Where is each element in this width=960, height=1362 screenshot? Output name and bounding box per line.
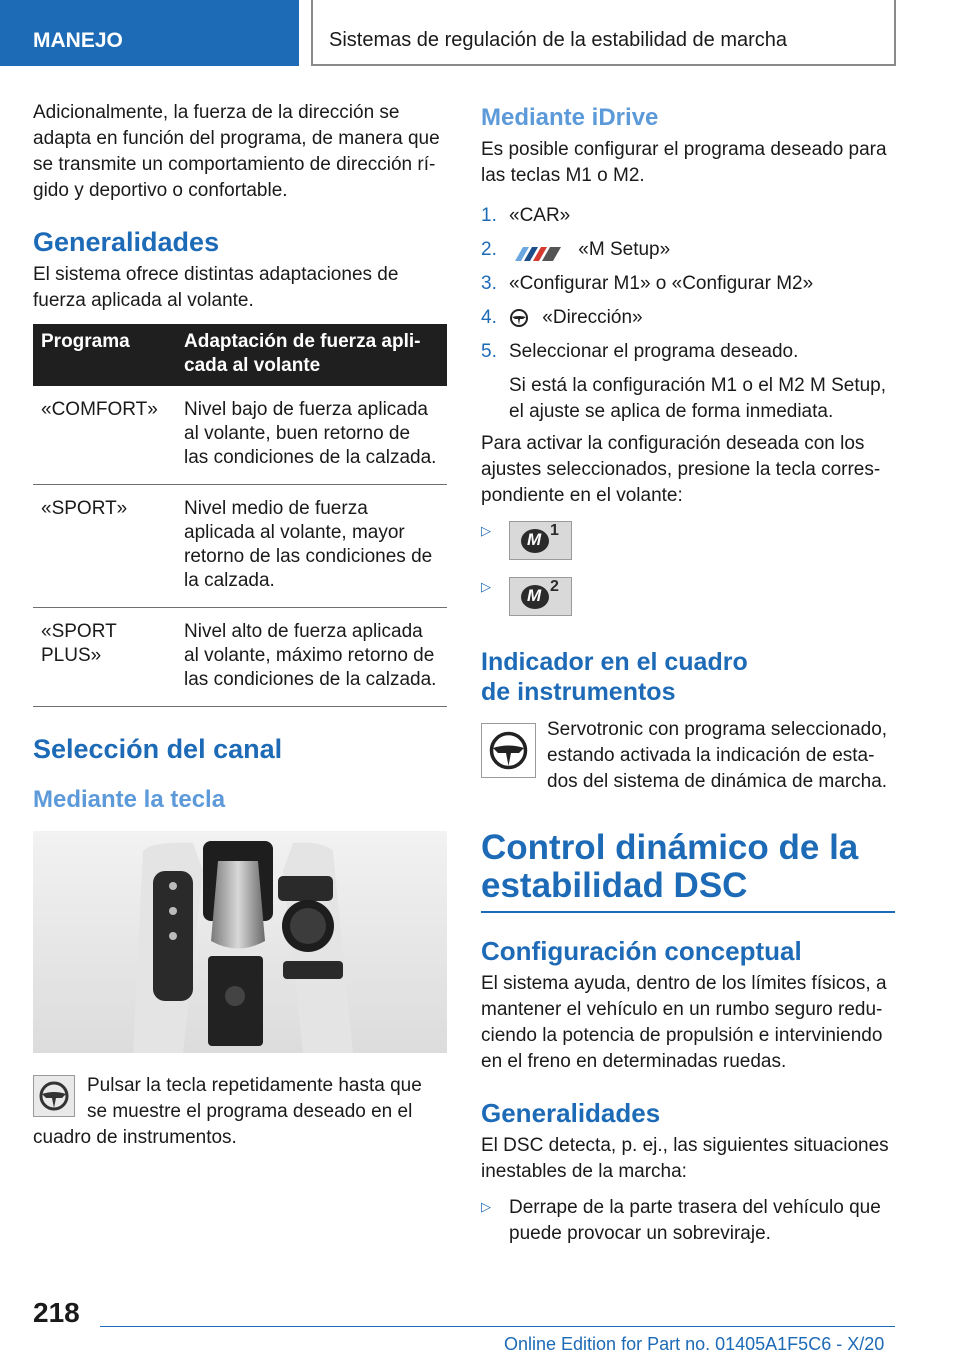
steering-wheel-icon	[33, 1075, 75, 1117]
table-cell-program: «SPORT PLUS»	[33, 608, 176, 707]
step-number: 5.	[481, 341, 497, 362]
step-text: «Configurar M1» o «Configurar M2»	[509, 273, 814, 294]
triangle-bullet-icon: ▷	[481, 579, 491, 594]
footer-divider	[100, 1326, 895, 1327]
table-cell-description: Nivel bajo de fuerza aplicada al volante, buen retorno de las condiciones de la calzada.	[176, 386, 447, 485]
step-number: 1.	[481, 205, 497, 226]
center-console-photo	[33, 831, 447, 1053]
m2-row	[481, 577, 895, 617]
m2-letter: M	[527, 586, 542, 605]
list-item	[481, 203, 895, 229]
step-number: 4.	[481, 307, 497, 328]
table-cell-description: Nivel medio de fuerza aplicada al volante, mayor retorno de las condiciones de la calzada.	[176, 485, 447, 608]
left-column	[33, 100, 447, 1151]
generalidades-2-heading: Generalidades	[481, 1098, 661, 1128]
dsc-heading	[481, 829, 895, 905]
config-heading: Configuración conceptual	[481, 936, 802, 966]
right-column	[481, 100, 895, 1247]
chapter-title: Sistemas de regulación de la estabilidad de marcha	[311, 0, 896, 66]
table-row	[33, 608, 447, 707]
step-text: «Dirección»	[542, 307, 643, 328]
list-item	[481, 339, 895, 425]
idrive-heading: Mediante iDrive	[481, 104, 659, 131]
page-number: 218	[33, 1297, 80, 1328]
indicador-text: Servotronic con programa seleccionado, estando activada la indicación de estados del sistema de dinámica de marcha.	[547, 719, 888, 792]
generalidades-2-text: El DSC detecta, p. ej., las siguientes situaciones inestables de la marcha:	[481, 1135, 889, 1182]
bullet-text: Derrape de la parte trasera del vehículo que puede provocar un sobreviraje.	[509, 1197, 881, 1244]
page-header	[0, 0, 960, 66]
list-item	[481, 271, 895, 297]
m2-superscript: 2	[550, 578, 559, 595]
idrive-steps	[481, 203, 895, 425]
list-item	[481, 237, 895, 263]
activar-text: Para activar la configuración deseada con los ajustes seleccionados, presione la tecla correspondiente en el volante:	[481, 433, 881, 506]
table-cell-program: «COMFORT»	[33, 386, 176, 485]
triangle-bullet-icon: ▷	[481, 1199, 491, 1214]
list-item	[481, 305, 895, 331]
m2-button-icon	[509, 577, 572, 616]
list-item	[481, 1195, 895, 1247]
idrive-text: Es posible configurar el programa deseado para las teclas M1 o M2.	[481, 139, 887, 186]
dsc-heading-line-2: estabilidad DSC	[481, 866, 748, 905]
m1-letter: M	[527, 530, 542, 549]
section-divider	[481, 911, 895, 913]
steering-wheel-icon	[509, 308, 529, 328]
table-row	[33, 386, 447, 485]
step-text: Seleccionar el programa deseado.	[509, 341, 799, 362]
indicador-heading-line-1: Indicador en el cuadro	[481, 648, 748, 676]
triangle-bullet-icon: ▷	[481, 523, 491, 538]
tecla-text: Pulsar la tecla repetidamente hasta que se muestre el programa deseado en el cuadro de instrumentos.	[33, 1075, 422, 1148]
steering-wheel-icon	[481, 723, 536, 778]
footer-edition: Online Edition for Part no. 01405A1F5C6 - X/20	[504, 1334, 885, 1354]
program-table	[33, 324, 447, 707]
indicador-heading-line-2: de instrumentos	[481, 678, 676, 706]
table-cell-program: «SPORT»	[33, 485, 176, 608]
seleccion-heading: Selección del canal	[33, 734, 283, 764]
tecla-instruction	[33, 1073, 447, 1151]
table-cell-description: Nivel alto de fuerza aplicada al volante, máximo retorno de las condiciones de la calzada.	[176, 608, 447, 707]
indicador-heading	[481, 647, 895, 707]
step-number: 3.	[481, 273, 497, 294]
table-header-row	[33, 324, 447, 386]
step-text: «CAR»	[509, 205, 571, 226]
mediante-tecla-heading: Mediante la tecla	[33, 786, 226, 813]
config-text: El sistema ayuda, dentro de los límites físicos, a mantener el vehículo en un rumbo seguro reduciendo la potencia de propulsión e interviniendo en el freno en determinadas ruedas.	[481, 973, 887, 1072]
generalidades-text: El sistema ofrece distintas adaptaciones de fuerza aplicada al volante.	[33, 264, 399, 311]
table-row	[33, 485, 447, 608]
table-header-adaptacion: Adaptación de fuerza aplicada al volante	[184, 331, 421, 376]
section-label: MANEJO	[0, 0, 299, 66]
m1-row	[481, 521, 895, 561]
step-subtext: Si está la configuración M1 o el M2 M Setup, el ajuste se aplica de forma inmediata.	[509, 375, 887, 422]
indicador-block	[481, 717, 895, 797]
step-number: 2.	[481, 239, 497, 260]
m-setup-stripes-icon	[509, 243, 563, 257]
intro-paragraph: Adicionalmente, la fuerza de la dirección se adapta en función del programa, de manera que se transmite un comportamiento de dirección rígido y deportivo o confortable.	[33, 102, 440, 201]
generalidades-heading: Generalidades	[33, 227, 220, 257]
step-text: «M Setup»	[578, 239, 671, 260]
dsc-heading-line-1: Control dinámico de la	[481, 828, 859, 867]
table-header-programa: Programa	[41, 331, 130, 352]
m1-superscript: 1	[550, 522, 559, 539]
m1-button-icon	[509, 521, 572, 560]
